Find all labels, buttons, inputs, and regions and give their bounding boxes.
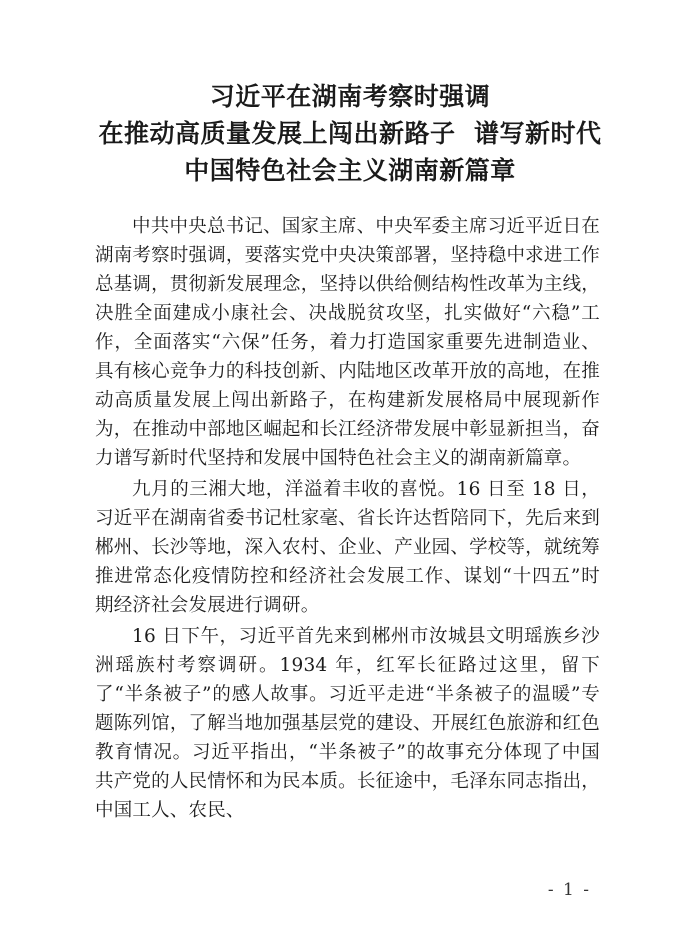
- title-line-3: 中国特色社会主义湖南新篇章: [184, 156, 516, 185]
- paragraph-2: 九月的三湘大地，洋溢着丰收的喜悦。16 日至 18 日，习近平在湖南省委书记杜家毫、省长许达哲陪同下，先后来到郴州、长沙等地，深入农村、企业、产业园、学校等，就统筹推进常态化疫情防控和经济社会发展工作、谋划“十四五”时期经济社会发展进行调研。: [95, 479, 600, 616]
- page-number: - 1 -: [547, 880, 591, 900]
- paragraph-1: 中共中央总书记、国家主席、中央军委主席习近平近日在湖南考察时强调，要落实党中央决策部署，坚持稳中求进工作总基调，贯彻新发展理念，坚持以供给侧结构性改革为主线，决胜全面建成小康社会、决战脱贫攻坚，扎实做好“六稳”工作，全面落实“六保”任务，着力打造国家重要先进制造业、具有核心竞争力的科技创新、内陆地区改革开放的高地，在推动高质量发展上闯出新路子，在构建新发展格局中展现新作为，在推动中部地区崛起和长江经济带发展中彰显新担当，奋力谱写新时代坚持和发展中国特色社会主义的湖南新篇章。: [95, 216, 600, 469]
- document-body: [95, 212, 600, 825]
- title-line-2: 在推动高质量发展上闯出新路子 谱写新时代: [98, 119, 602, 148]
- document-title: [60, 78, 640, 189]
- title-line-1: 习近平在湖南考察时强调: [209, 82, 491, 111]
- paragraph-3: 16 日下午，习近平首先来到郴州市汝城县文明瑶族乡沙洲瑶族村考察调研。1934 年，红军长征路过这里，留下了“半条被子”的感人故事。习近平走进“半条被子的温暖”专题陈列馆，了解当地加强基层党的建设、开展红色旅游和红色教育情况。习近平指出，“半条被子”的故事充分体现了中国共产党的人民情怀和为民本质。长征途中，毛泽东同志指出，中国工人、农民、: [95, 626, 600, 821]
